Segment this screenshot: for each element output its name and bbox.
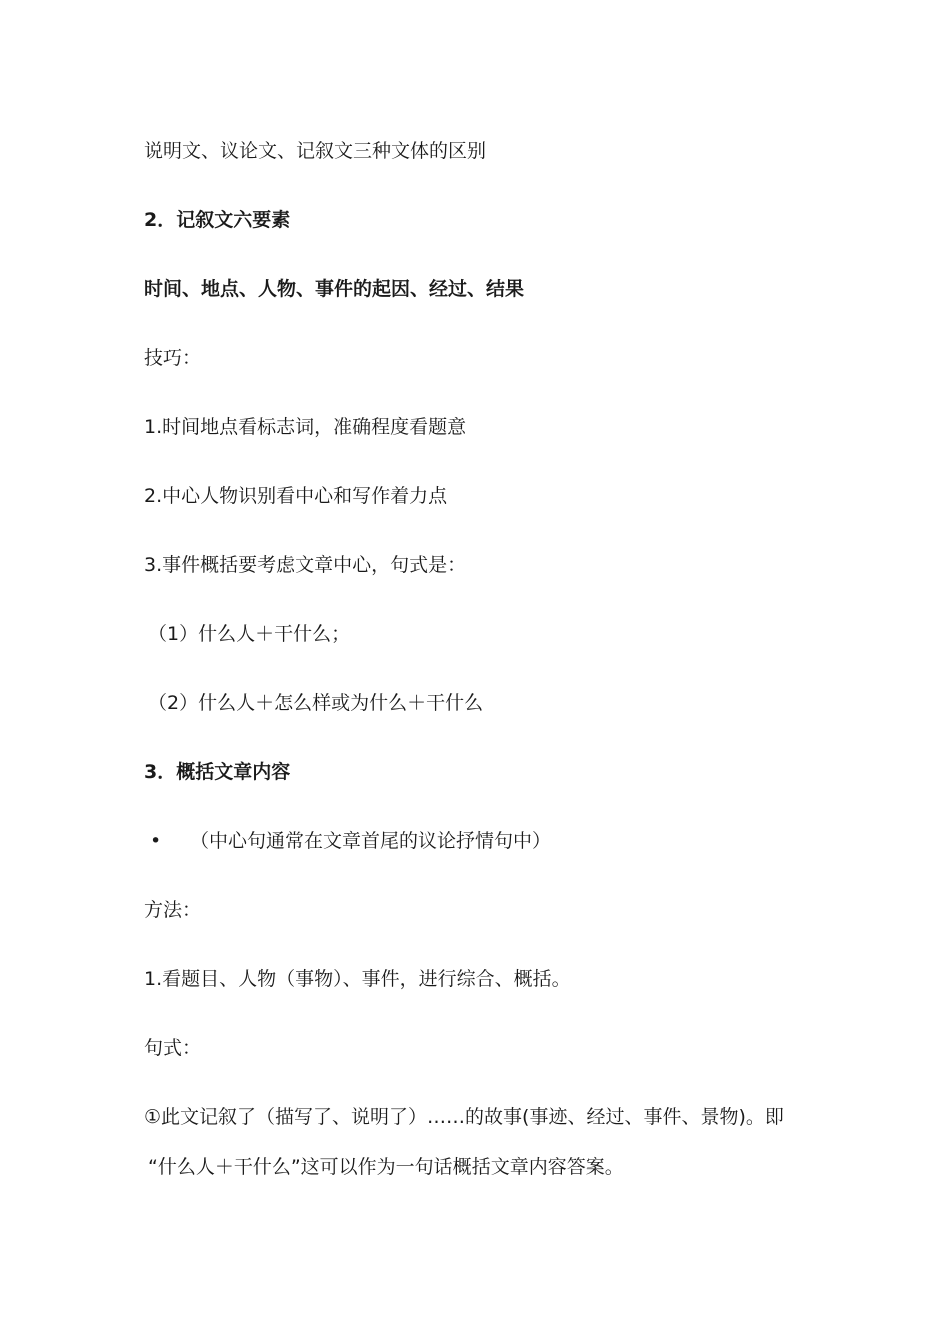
pattern-item-1: （1）什么人＋干什么；: [148, 623, 351, 645]
pattern-item-2: （2）什么人＋怎么样或为什么＋干什么: [148, 692, 484, 714]
bullet-icon: •: [150, 830, 162, 852]
heading-narrative-elements: 2．记叙文六要素: [144, 209, 291, 231]
method-item-1: 1.看题目、人物（事物）、事件，进行综合、概括。: [144, 968, 571, 990]
bullet-item-central-sentence: [150, 828, 551, 854]
tip-item-2: 2.中心人物识别看中心和写作着力点: [144, 485, 448, 507]
label-sentence-pattern: 句式：: [144, 1037, 202, 1059]
paragraph-genre-difference: 说明文、议论文、记叙文三种文体的区别: [144, 140, 487, 162]
paragraph-six-elements: 时间、地点、人物、事件的起因、经过、结果: [144, 278, 525, 300]
sentence-pattern-1-continued: “什么人＋干什么”这可以作为一句话概括文章内容答案。: [148, 1156, 624, 1178]
label-method: 方法：: [144, 899, 202, 921]
bullet-text: （中心句通常在文章首尾的议论抒情句中）: [190, 830, 552, 852]
label-tips: 技巧：: [144, 347, 202, 369]
heading-summarize-content: 3．概括文章内容: [144, 761, 291, 783]
tip-item-3: 3.事件概括要考虑文章中心，句式是：: [144, 554, 467, 576]
tip-item-1: 1.时间地点看标志词，准确程度看题意: [144, 416, 467, 438]
sentence-pattern-1: ①此文记叙了（描写了、说明了）……的故事(事迹、经过、事件、景物)。即: [144, 1106, 784, 1128]
